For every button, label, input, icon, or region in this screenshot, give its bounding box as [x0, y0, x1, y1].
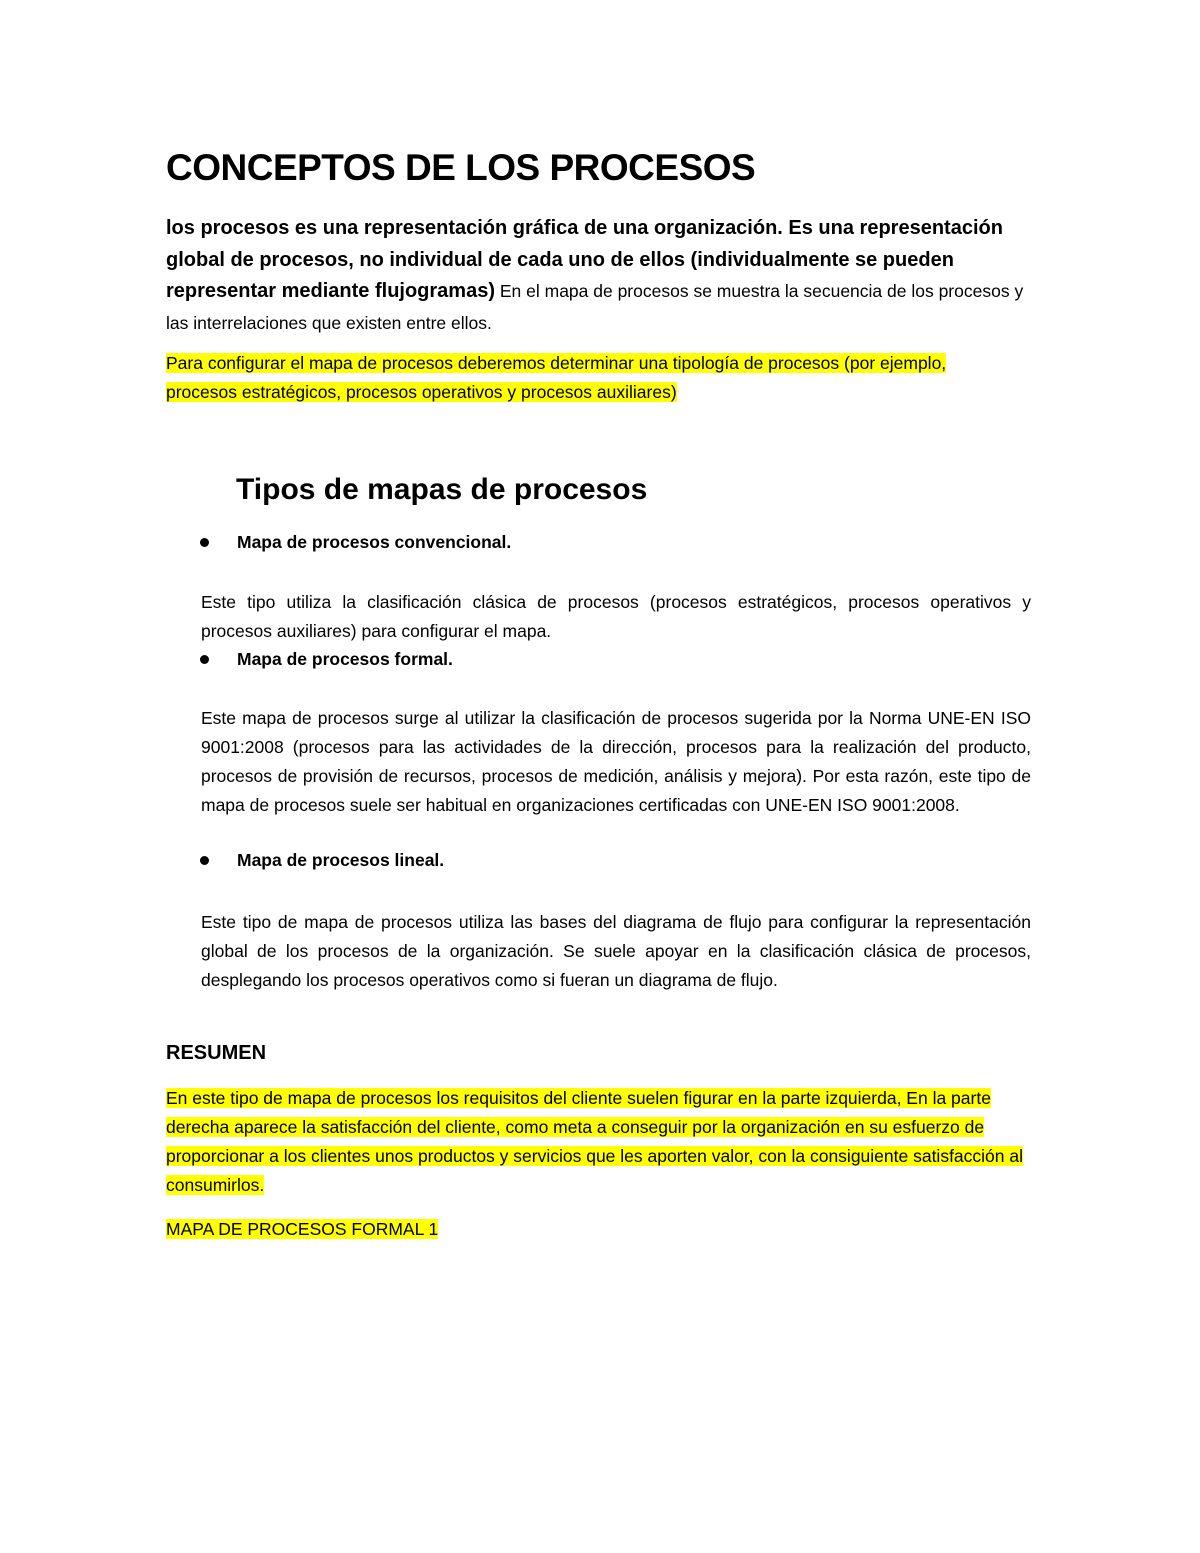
- figure-caption: [166, 1215, 438, 1244]
- list-item-label: Mapa de procesos formal.: [237, 649, 453, 669]
- list-item-description: Este tipo de mapa de procesos utiliza las bases del diagrama de flujo para configurar la representación global de los procesos de la organización. Se suele apoyar en la clasificación clásica de procesos, desplegando los procesos operativos como si fueran un diagrama de flujo.: [201, 911, 1031, 990]
- document-title: CONCEPTOS DE LOS PROCESOS: [166, 147, 756, 188]
- bullet-icon: [200, 655, 209, 664]
- list-item-label: Mapa de procesos convencional.: [237, 532, 512, 552]
- intro-paragraph: [166, 213, 1026, 339]
- resumen-text: En este tipo de mapa de procesos los requisitos del cliente suelen figurar en la parte izquierda, En la parte derecha aparece la satisfacción del cliente, como meta a conseguir por la organización en su esfuerzo de proporcionar a los clientes unos productos y servicios que les aporten valor, con la consiguiente satisfacción al consumirlos.: [166, 1088, 1024, 1195]
- resumen-heading: RESUMEN: [166, 1042, 267, 1064]
- caption-text: MAPA DE PROCESOS FORMAL 1: [166, 1219, 439, 1239]
- highlighted-paragraph: [166, 349, 1016, 407]
- section-subtitle: Tipos de mapas de procesos: [236, 473, 648, 506]
- intro-normal-text: En el mapa de procesos se muestra la secuencia de los procesos y las interrelaciones que existen entre ellos.: [166, 281, 1024, 333]
- bullet-icon: [200, 538, 209, 547]
- bullet-icon: [200, 856, 209, 865]
- list-item-label: Mapa de procesos lineal.: [237, 850, 445, 870]
- highlighted-paragraph-text: Para configurar el mapa de procesos deberemos determinar una tipología de procesos (por ejemplo, procesos estratégicos, procesos operativos y procesos auxiliares): [166, 353, 947, 402]
- resumen-paragraph: [166, 1084, 1026, 1200]
- list-item-description: Este mapa de procesos surge al utilizar la clasificación de procesos sugerida por la Norma UNE-EN ISO 9001:2008 (procesos para las actividades de la dirección, procesos para la realización del producto, procesos de provisión de recursos, procesos de medición, análisis y mejora). Por esta razón, este tipo de mapa de procesos suele ser habitual en organizaciones certificadas con UNE-EN ISO 9001:2008.: [201, 707, 1031, 815]
- list-item-description: Este tipo utiliza la clasificación clásica de procesos (procesos estratégicos, procesos operativos y procesos auxiliares) para configurar el mapa.: [201, 591, 1031, 641]
- intro-bold-text: los procesos es una representación gráfica de una organización. Es una representación global de procesos, no individual de cada uno de ellos (individualmente se pueden representar mediante flujogramas): [166, 217, 1003, 302]
